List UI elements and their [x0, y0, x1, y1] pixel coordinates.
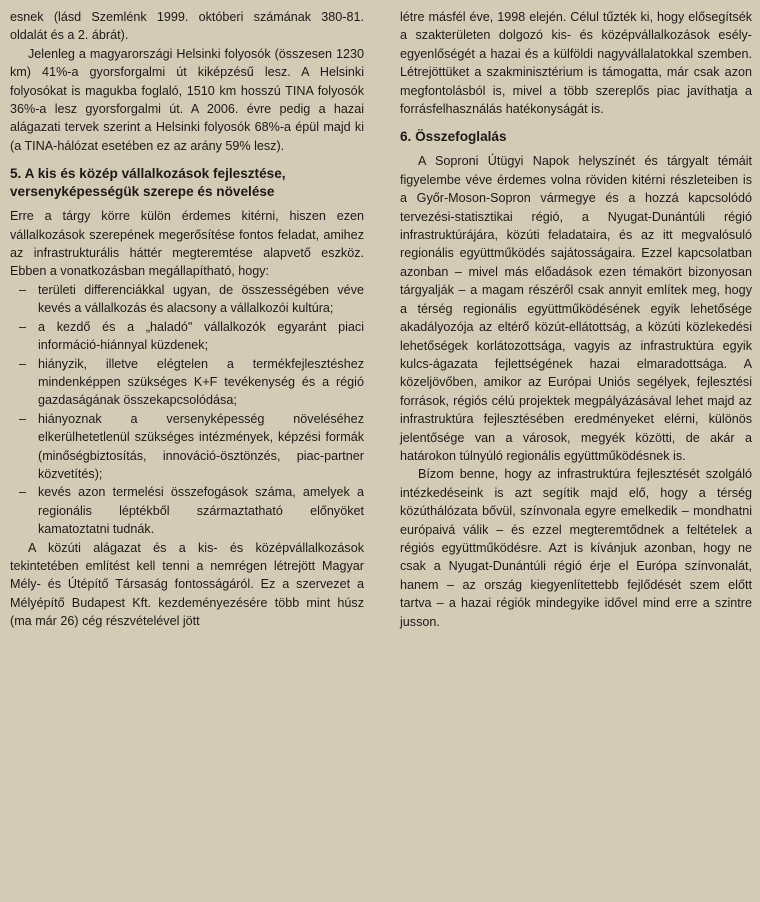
paragraph: Jelenleg a magyarországi Helsinki folyosók (összesen 1230 km) 41%-a gyorsforgalmi út kiképzésű lesz. A Helsinki folyosókat is magukba foglaló, 1510 km hosszú TINA folyosók 36%-a lesz gyorsforgalmi út. A 2006. évre pedig a hazai alágazati tervek szerint a Helsinki folyosók 68%-a épül majd ki (a TINA-hálózat esetében ez az arány 59% lesz). [10, 46, 364, 153]
left-column [10, 8, 364, 631]
list-item-text: a kezdő és a „haladó" vállalkozók egyaránt piaci információ-hiánnyal küzdenek; [38, 319, 364, 353]
dash-marker: – [19, 319, 27, 334]
dash-marker: – [19, 356, 27, 371]
list-item [10, 483, 364, 538]
bullet-list [10, 281, 364, 539]
section-heading-6: 6. Összefoglalás [400, 129, 507, 145]
list-item-text: hiányzik, illetve elégtelen a termékfejlesztéshez mindenképpen szükséges K+F tevékenység és a régió gazdaságának összekapcsolódása; [38, 356, 364, 408]
list-item [10, 318, 364, 355]
list-item [10, 281, 364, 318]
list-item [10, 410, 364, 484]
list-item-text: kevés azon termelési összefogások száma, amelyek a regionális léptékből származtatható előnyöket kamatoztatni tudnák. [38, 485, 364, 537]
section-heading-5: 5. A kis és közép vállalkozások fejlesztése, versenyképességük szerepe és növelése [10, 166, 286, 200]
paragraph: Bízom benne, hogy az infrastruktúra fejlesztését szolgáló intézkedéseink is azt segítik majd elő, hogy a térség közúthálózata bővül, színvonala egyre emelkedik – mondhatni európaivá válik – és ezzel megteremtődnek a feltételek a régiós együttműködésre. Azt is kívánjuk azonban, hogy ne csak a Nyugat-Dunántúli régió érje el Európa színvonalát, hanem – az ország kiegyenlítettebb fejlődését szem előtt tartva – a hazai régiók mindegyike idővel mind erre a szintre jusson. [400, 467, 752, 629]
dash-marker: – [19, 411, 27, 426]
dash-marker: – [19, 485, 27, 500]
paragraph: létre másfél éve, 1998 elején. Célul tűzték ki, hogy elősegítsék a szakterületen dolgozó kis- és középvállalkozások esély-egyenlőségét a hazai és a külföldi nagyvállalatokkal szemben. Létrejöttüket a szakminisztérium is támogatta, már csak azon megfontolásból is, mivel a több szereplős piac javíthatja a forrásfelhasználás hatékonyságát is. [400, 10, 752, 117]
paragraph: A közúti alágazat és a kis- és középvállalkozások tekintetében említést kell tenni a nemrégen létrejött Magyar Mély- és Útépítő Társaság fontosságáról. Ez a szervezet a Mélyépítő Budapest Kft. kezdeményezésére több mint húsz (ma már 26) cég részvételével jött [10, 540, 364, 629]
list-item-text: hiányoznak a versenyképesség növeléséhez elkerülhetetlenül szükséges intézmények, képzési formák (minőségbiztosítás, innováció-ösztönzés, piac-partner közvetítés); [38, 411, 364, 481]
paragraph: Erre a tárgy körre külön érdemes kitérni, hiszen ezen vállalkozások szerepének megerősítése fontos feladat, amihez az infrastrukturális háttér megteremtése alapvető eszköz. Ebben a vonatkozásban megállapítható, hogy: [10, 209, 364, 279]
paragraph: esnek (lásd Szemlénk 1999. októberi számának 380-81. oldalát és a 2. ábrát). [10, 10, 364, 43]
dash-marker: – [19, 282, 27, 297]
right-column [400, 8, 752, 631]
list-item [10, 355, 364, 410]
paragraph: A Soproni Útügyi Napok helyszínét és tárgyalt témáit figyelembe véve érdemes volna röviden kitérni részleteiben is a Győr-Moson-Sopron vármegye és a hozzá kapcsolódó tervezési-statisztikai régió, a Nyugat-Dunántúli régió infrastruktúrájára, közúti feladataira, és az itt megvalósuló regionális együttműködés sajátosságaira. Ezzel kapcsolatban azonban – mivel más előadások ezen témakört bizonyosan tárgyalják – a magam részéről csak annyit említek meg, hogy a térség regionális együttműködésének egyik lehetősége akadályozója az eltérő közút-ellátottság, a közúti közlekedési lehetőségek korlátozottsága, vagyis az infrastruktúra egyik kulcs-ágazata fejlettségének hazai elmaradottsága. A közeljövőben, amikor az Európai Uniós segélyek, fejlesztési források, régiós célú projektek megpályázásával lehet majd az infrastruktúra fejlesztésében eredményeket elérni, különös jelentősége van a városok, megyék közötti, de akár a határokon túlnyúló regionális együttműködésnek is. [400, 154, 752, 463]
list-item-text: területi differenciákkal ugyan, de összességében véve kevés a vállalkozás és alacsony a vállalkozói kultúra; [38, 282, 364, 316]
